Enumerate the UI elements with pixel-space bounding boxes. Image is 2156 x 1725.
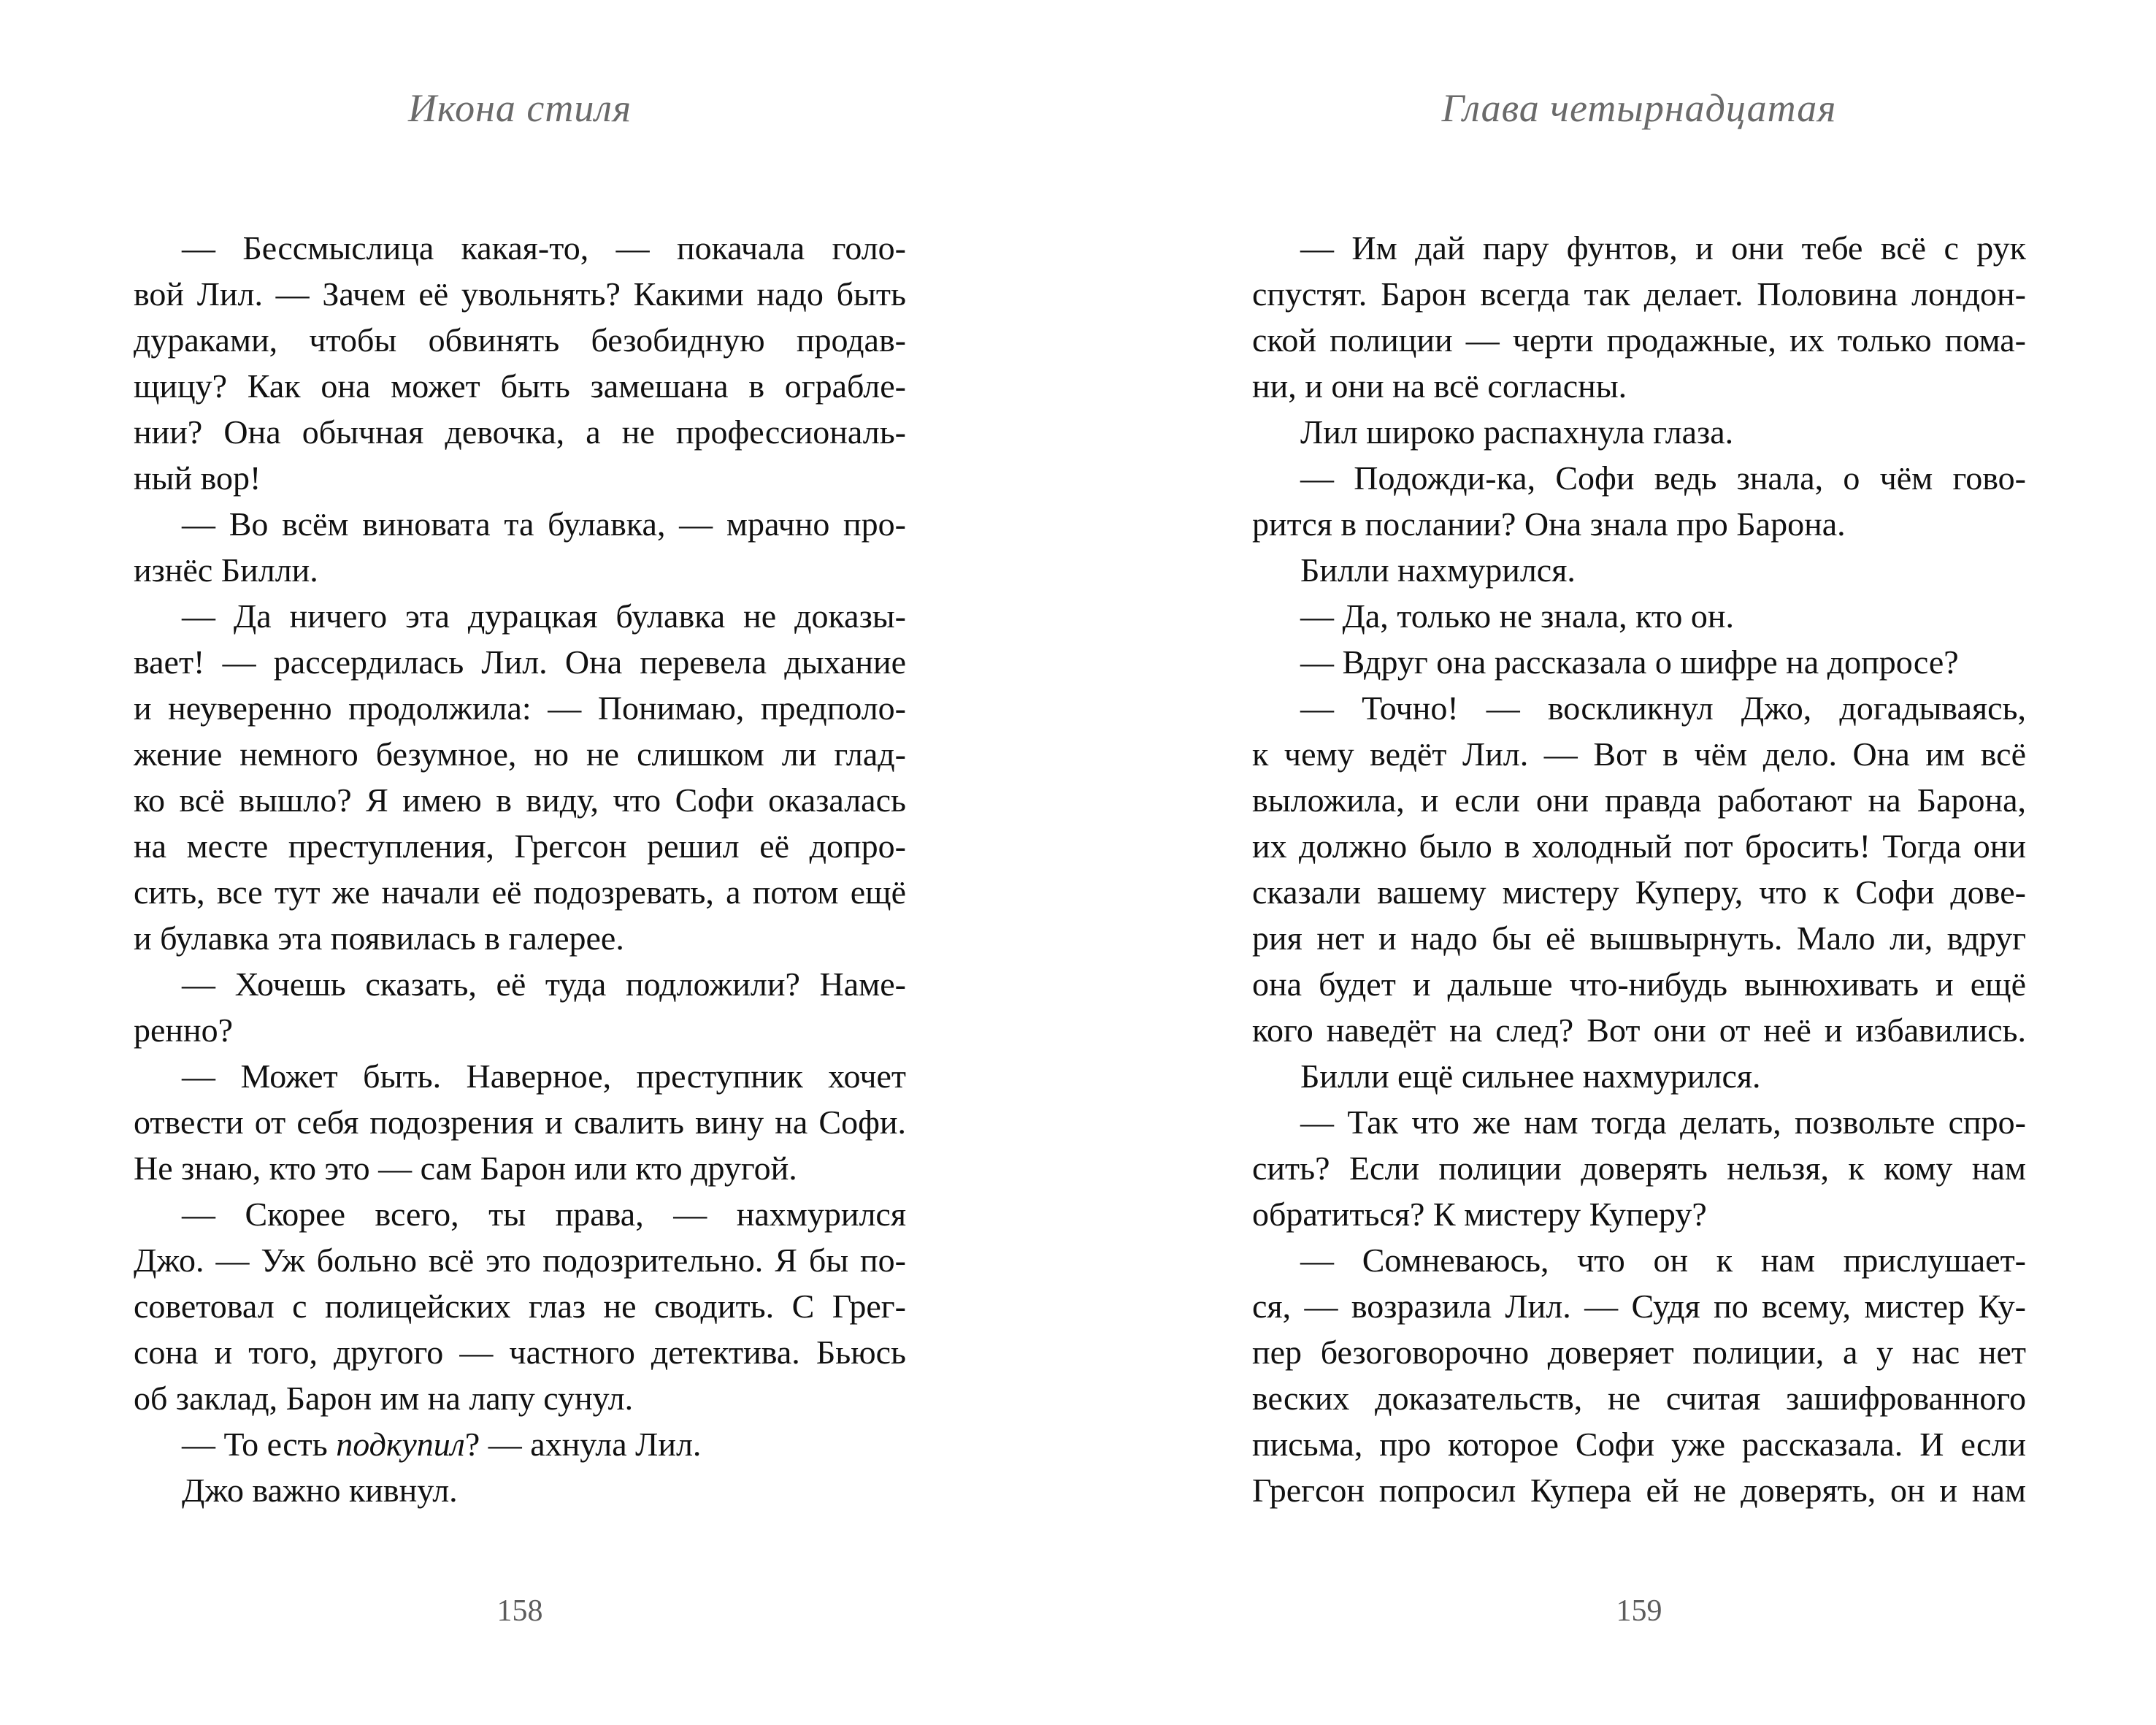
left-page-number: 158 (496, 1594, 543, 1628)
left-page-text-block (134, 225, 906, 1513)
text-line: жение немного безумное, но не слишком ли глад- (134, 735, 906, 773)
text-line: — Хочешь сказать, её туда подложили? Наме- (182, 965, 906, 1003)
text-line: ный вор! (134, 459, 261, 497)
text-line: Лил широко распахнула глаза. (1300, 413, 1734, 451)
text-line: ко всё вышло? Я имею в виду, что Софи оказалась (134, 781, 906, 819)
text-line: веских доказательств, не считая зашифрованного (1252, 1380, 2026, 1417)
left-running-header: Икона стиля (407, 86, 632, 130)
text-line: Билли ещё сильнее нахмурился. (1300, 1057, 1761, 1095)
text-line: об заклад, Барон им на лапу сунул. (134, 1380, 634, 1417)
text-line: сона и того, другого — частного детектива. Бьюсь (134, 1334, 906, 1371)
text-line: кого наведёт на след? Вот они от неё и избавились. (1252, 1011, 2026, 1049)
text-line: она будет и дальше что-нибудь вынюхивать и ещё (1252, 965, 2026, 1003)
text-line: сить? Если полиции доверять нельзя, к кому нам (1252, 1150, 2026, 1187)
text-line: нии? Она обычная девочка, а не профессиональ- (134, 413, 906, 451)
text-line: — Скорее всего, ты права, — нахмурился (182, 1196, 906, 1233)
text-line: — Вдруг она рассказала о шифре на допросе? (1300, 643, 1959, 681)
text-line: Джо. — Уж больно всё это подозрительно. Я бы по- (134, 1242, 906, 1279)
text-line: ской полиции — черти продажные, их только пома- (1252, 321, 2026, 359)
text-line: — Во всём виновата та булавка, — мрачно про- (182, 505, 906, 543)
text-line: советовал с полицейских глаз не сводить. С Грег- (134, 1288, 906, 1325)
text-line: ренно? (134, 1011, 234, 1049)
text-line: — Может быть. Наверное, преступник хочет (182, 1057, 906, 1095)
text-line: выложила, и если они правда работают на Барона, (1252, 781, 2026, 819)
text-line: — Им дай пару фунтов, и они тебе всё с рук (1300, 229, 2026, 267)
text-line: щицу? Как она может быть замешана в ограбле- (134, 367, 906, 405)
right-running-header: Глава четырнадцатая (1441, 86, 1837, 130)
text-line: Не знаю, кто это — сам Барон или кто другой. (134, 1150, 797, 1187)
text-line: — Подожди-ка, Софи ведь знала, о чём гово- (1300, 459, 2026, 497)
text-line: — Так что же нам тогда делать, позвольте спро- (1300, 1104, 2026, 1141)
text-line: — Сомневаюсь, что он к нам прислушает- (1300, 1242, 2026, 1279)
text-line: спустят. Барон всегда так делает. Половина лондон- (1252, 275, 2026, 313)
text-line: пер безоговорочно доверяет полиции, а у нас нет (1252, 1334, 2026, 1371)
text-line: вой Лил. — Зачем её увольнять? Какими надо быть (134, 275, 906, 313)
text-line: письма, про которое Софи уже рассказала. И если (1252, 1426, 2026, 1463)
text-line: Грегсон попросил Купера ей не доверять, он и нам (1252, 1472, 2026, 1509)
right-page-text-block (1252, 225, 2026, 1513)
text-line: к чему ведёт Лил. — Вот в чём дело. Она им всё (1252, 735, 2026, 773)
text-line: ни, и они на всё согласны. (1252, 367, 1627, 405)
text-line: Билли нахмурился. (1300, 551, 1576, 589)
right-page-number: 159 (1616, 1594, 1662, 1628)
text-line: сить, все тут же начали её подозревать, а потом ещё (134, 873, 906, 911)
text-line: сказали вашему мистеру Куперу, что к Софи дове- (1252, 873, 2026, 911)
text-line: отвести от себя подозрения и свалить вину на Софи. (134, 1104, 906, 1141)
text-line: их должно было в холодный пот бросить! Тогда они (1252, 827, 2026, 865)
text-line: — Да, только не знала, кто он. (1300, 597, 1735, 635)
text-line: обратиться? К мистеру Куперу? (1252, 1196, 1707, 1233)
text-line: и булавка эта появилась в галерее. (134, 919, 624, 957)
text-line: и неуверенно продолжила: — Понимаю, предполо- (134, 689, 906, 727)
text-line: вает! — рассердилась Лил. Она перевела дыхание (134, 643, 906, 681)
text-line: — Да ничего эта дурацкая булавка не доказы- (182, 597, 906, 635)
text-line: — То есть подкупил? — ахнула Лил. (182, 1426, 702, 1463)
text-line: изнёс Билли. (134, 551, 318, 589)
text-line: рится в послании? Она знала про Барона. (1252, 505, 1846, 543)
text-line: на месте преступления, Грегсон решил её допро- (134, 827, 906, 865)
text-line: ся, — возразила Лил. — Судя по всему, мистер Ку- (1252, 1288, 2026, 1325)
text-line: — Точно! — воскликнул Джо, догадываясь, (1300, 689, 2026, 727)
text-line: — Бессмыслица какая-то, — покачала голо- (182, 229, 906, 267)
text-line: дураками, чтобы обвинять безобидную продав- (134, 321, 906, 359)
text-line: рия нет и надо бы её вышвырнуть. Мало ли, вдруг (1252, 919, 2026, 957)
text-line: Джо важно кивнул. (182, 1472, 458, 1509)
